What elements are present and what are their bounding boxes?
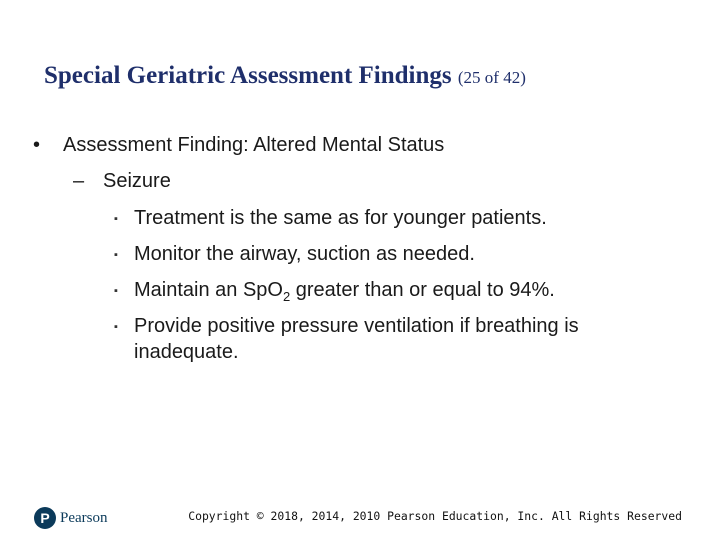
- level3-text: Monitor the airway, suction as needed.: [134, 243, 475, 265]
- level3-text: Provide positive pressure ventilation if breathing is inadequate.: [134, 315, 579, 363]
- bullet-level2: [73, 170, 171, 193]
- spo2-o: O: [267, 279, 283, 301]
- square-bullet-icon: ▪: [114, 213, 118, 225]
- level2-text: Seizure: [103, 170, 171, 192]
- spo2-subscript: 2: [282, 289, 291, 304]
- bullet-level3-item: [114, 205, 684, 231]
- square-bullet-icon: ▪: [114, 321, 118, 333]
- bullet-level3-item: [114, 313, 674, 365]
- bullet-level3-item: [114, 277, 684, 310]
- bullet-level1: [33, 134, 444, 157]
- pearson-logo-text: Pearson: [60, 509, 108, 526]
- pearson-logo-icon: P: [34, 507, 56, 529]
- title-main: Special Geriatric Assessment Findings: [44, 62, 452, 89]
- level3-text: [134, 277, 684, 310]
- dash-icon: –: [73, 170, 85, 192]
- spo2-prefix: Maintain an Sp: [134, 279, 268, 301]
- title-counter: (25 of 42): [457, 68, 526, 87]
- level3-text: Treatment is the same as for younger patients.: [134, 207, 547, 229]
- bullet-dot-icon: •: [33, 134, 41, 156]
- square-bullet-icon: ▪: [114, 249, 118, 261]
- level1-text: Assessment Finding: Altered Mental Status: [63, 134, 445, 156]
- spo2-suffix: greater than or equal to 94%.: [290, 279, 555, 301]
- copyright-text: Copyright © 2018, 2014, 2010 Pearson Education, Inc. All Rights Reserved: [188, 509, 682, 523]
- pearson-logo: [34, 506, 108, 530]
- bullet-level3-item: [114, 241, 684, 267]
- slide-title: [44, 62, 526, 90]
- square-bullet-icon: ▪: [114, 285, 118, 297]
